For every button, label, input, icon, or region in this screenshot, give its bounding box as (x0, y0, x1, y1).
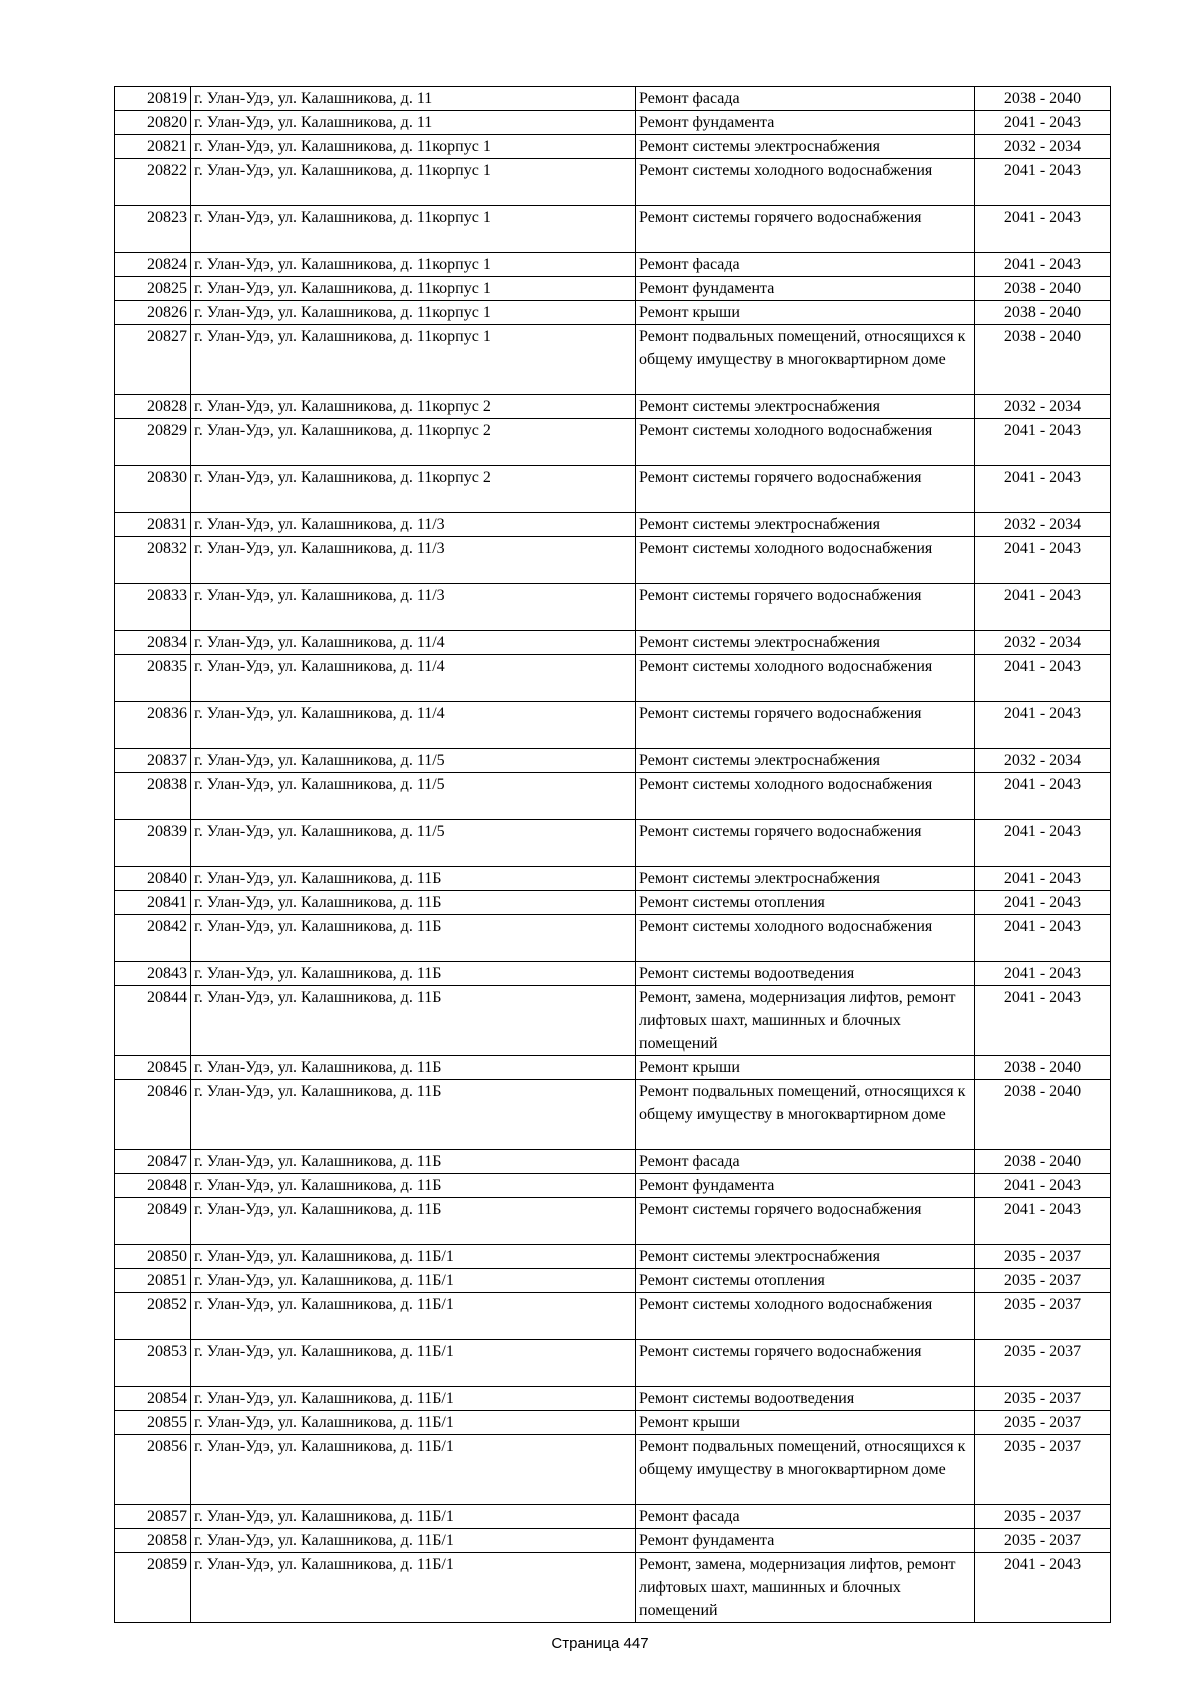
address-cell: г. Улан-Удэ, ул. Калашникова, д. 11Б (191, 1080, 636, 1150)
table-row (115, 253, 1111, 277)
address-cell: г. Улан-Удэ, ул. Калашникова, д. 11корпус 1 (191, 159, 636, 206)
page-number: Страница 447 (551, 1635, 649, 1652)
row-id-cell: 20835 (115, 655, 191, 702)
table-row (115, 1198, 1111, 1245)
address-cell: г. Улан-Удэ, ул. Калашникова, д. 11Б (191, 1056, 636, 1080)
address-cell: г. Улан-Удэ, ул. Калашникова, д. 11корпус 1 (191, 325, 636, 395)
address-cell: г. Улан-Удэ, ул. Калашникова, д. 11/3 (191, 584, 636, 631)
period-cell: 2041 - 2043 (975, 655, 1111, 702)
table-row (115, 891, 1111, 915)
row-id-cell: 20857 (115, 1505, 191, 1529)
table-row (115, 773, 1111, 820)
row-id-cell: 20819 (115, 87, 191, 111)
table-row (115, 1293, 1111, 1340)
table-row (115, 206, 1111, 253)
address-cell: г. Улан-Удэ, ул. Калашникова, д. 11/3 (191, 513, 636, 537)
table-row (115, 325, 1111, 395)
work-type-cell: Ремонт крыши (636, 1411, 975, 1435)
work-type-cell: Ремонт системы холодного водоснабжения (636, 655, 975, 702)
work-type-cell: Ремонт системы горячего водоснабжения (636, 1340, 975, 1387)
table-row (115, 1505, 1111, 1529)
table-row (115, 1411, 1111, 1435)
work-type-cell: Ремонт системы горячего водоснабжения (636, 1198, 975, 1245)
row-id-cell: 20831 (115, 513, 191, 537)
table-row (115, 631, 1111, 655)
address-cell: г. Улан-Удэ, ул. Калашникова, д. 11Б (191, 962, 636, 986)
table-row (115, 1387, 1111, 1411)
table-row (115, 1435, 1111, 1505)
period-cell: 2041 - 2043 (975, 986, 1111, 1056)
row-id-cell: 20832 (115, 537, 191, 584)
period-cell: 2035 - 2037 (975, 1505, 1111, 1529)
table-row (115, 419, 1111, 466)
work-type-cell: Ремонт системы горячего водоснабжения (636, 206, 975, 253)
row-id-cell: 20834 (115, 631, 191, 655)
row-id-cell: 20830 (115, 466, 191, 513)
row-id-cell: 20837 (115, 749, 191, 773)
row-id-cell: 20822 (115, 159, 191, 206)
work-type-cell: Ремонт фундамента (636, 111, 975, 135)
address-cell: г. Улан-Удэ, ул. Калашникова, д. 11/5 (191, 773, 636, 820)
work-type-cell: Ремонт системы электроснабжения (636, 513, 975, 537)
row-id-cell: 20845 (115, 1056, 191, 1080)
address-cell: г. Улан-Удэ, ул. Калашникова, д. 11корпус 2 (191, 466, 636, 513)
address-cell: г. Улан-Удэ, ул. Калашникова, д. 11Б/1 (191, 1387, 636, 1411)
address-cell: г. Улан-Удэ, ул. Калашникова, д. 11Б/1 (191, 1553, 636, 1623)
period-cell: 2038 - 2040 (975, 277, 1111, 301)
row-id-cell: 20827 (115, 325, 191, 395)
work-type-cell: Ремонт подвальных помещений, относящихся к общему имуществу в многоквартирном доме (636, 325, 975, 395)
period-cell: 2041 - 2043 (975, 962, 1111, 986)
row-id-cell: 20846 (115, 1080, 191, 1150)
work-type-cell: Ремонт фундамента (636, 1529, 975, 1553)
row-id-cell: 20850 (115, 1245, 191, 1269)
period-cell: 2035 - 2037 (975, 1293, 1111, 1340)
row-id-cell: 20856 (115, 1435, 191, 1505)
period-cell: 2038 - 2040 (975, 325, 1111, 395)
work-type-cell: Ремонт системы водоотведения (636, 962, 975, 986)
table-row (115, 1174, 1111, 1198)
period-cell: 2041 - 2043 (975, 702, 1111, 749)
work-type-cell: Ремонт системы холодного водоснабжения (636, 159, 975, 206)
row-id-cell: 20851 (115, 1269, 191, 1293)
table-row (115, 915, 1111, 962)
address-cell: г. Улан-Удэ, ул. Калашникова, д. 11корпус 2 (191, 395, 636, 419)
table-row (115, 749, 1111, 773)
table-row (115, 395, 1111, 419)
work-type-cell: Ремонт фундамента (636, 1174, 975, 1198)
address-cell: г. Улан-Удэ, ул. Калашникова, д. 11Б/1 (191, 1505, 636, 1529)
period-cell: 2041 - 2043 (975, 584, 1111, 631)
address-cell: г. Улан-Удэ, ул. Калашникова, д. 11корпус 1 (191, 135, 636, 159)
period-cell: 2041 - 2043 (975, 1198, 1111, 1245)
row-id-cell: 20836 (115, 702, 191, 749)
table-row (115, 537, 1111, 584)
table-row (115, 867, 1111, 891)
row-id-cell: 20847 (115, 1150, 191, 1174)
row-id-cell: 20821 (115, 135, 191, 159)
row-id-cell: 20838 (115, 773, 191, 820)
address-cell: г. Улан-Удэ, ул. Калашникова, д. 11/4 (191, 655, 636, 702)
table-row (115, 820, 1111, 867)
work-type-cell: Ремонт подвальных помещений, относящихся к общему имуществу в многоквартирном доме (636, 1435, 975, 1505)
work-type-cell: Ремонт системы холодного водоснабжения (636, 537, 975, 584)
address-cell: г. Улан-Удэ, ул. Калашникова, д. 11корпус 2 (191, 419, 636, 466)
period-cell: 2035 - 2037 (975, 1269, 1111, 1293)
table-row (115, 962, 1111, 986)
table-row (115, 513, 1111, 537)
address-cell: г. Улан-Удэ, ул. Калашникова, д. 11Б (191, 1198, 636, 1245)
period-cell: 2041 - 2043 (975, 537, 1111, 584)
period-cell: 2041 - 2043 (975, 466, 1111, 513)
work-type-cell: Ремонт системы холодного водоснабжения (636, 915, 975, 962)
row-id-cell: 20844 (115, 986, 191, 1056)
table-row (115, 655, 1111, 702)
address-cell: г. Улан-Удэ, ул. Калашникова, д. 11 (191, 87, 636, 111)
period-cell: 2041 - 2043 (975, 253, 1111, 277)
period-cell: 2032 - 2034 (975, 631, 1111, 655)
period-cell: 2035 - 2037 (975, 1387, 1111, 1411)
address-cell: г. Улан-Удэ, ул. Калашникова, д. 11Б/1 (191, 1411, 636, 1435)
row-id-cell: 20839 (115, 820, 191, 867)
table-row (115, 986, 1111, 1056)
work-type-cell: Ремонт подвальных помещений, относящихся к общему имуществу в многоквартирном доме (636, 1080, 975, 1150)
period-cell: 2035 - 2037 (975, 1529, 1111, 1553)
row-id-cell: 20849 (115, 1198, 191, 1245)
work-type-cell: Ремонт фасада (636, 1150, 975, 1174)
address-cell: г. Улан-Удэ, ул. Калашникова, д. 11Б (191, 915, 636, 962)
period-cell: 2032 - 2034 (975, 749, 1111, 773)
table-row (115, 466, 1111, 513)
work-type-cell: Ремонт системы отопления (636, 1269, 975, 1293)
table-row (115, 301, 1111, 325)
period-cell: 2041 - 2043 (975, 159, 1111, 206)
table-row (115, 1553, 1111, 1623)
period-cell: 2041 - 2043 (975, 820, 1111, 867)
address-cell: г. Улан-Удэ, ул. Калашникова, д. 11/5 (191, 820, 636, 867)
work-type-cell: Ремонт крыши (636, 1056, 975, 1080)
work-type-cell: Ремонт фасада (636, 87, 975, 111)
table-row (115, 277, 1111, 301)
row-id-cell: 20826 (115, 301, 191, 325)
address-cell: г. Улан-Удэ, ул. Калашникова, д. 11корпус 1 (191, 277, 636, 301)
row-id-cell: 20841 (115, 891, 191, 915)
work-type-cell: Ремонт системы водоотведения (636, 1387, 975, 1411)
work-type-cell: Ремонт фасада (636, 1505, 975, 1529)
row-id-cell: 20825 (115, 277, 191, 301)
work-type-cell: Ремонт системы электроснабжения (636, 867, 975, 891)
period-cell: 2032 - 2034 (975, 513, 1111, 537)
row-id-cell: 20853 (115, 1340, 191, 1387)
address-cell: г. Улан-Удэ, ул. Калашникова, д. 11Б/1 (191, 1340, 636, 1387)
period-cell: 2041 - 2043 (975, 419, 1111, 466)
address-cell: г. Улан-Удэ, ул. Калашникова, д. 11Б (191, 1174, 636, 1198)
table-body (115, 87, 1111, 1623)
table-row (115, 1340, 1111, 1387)
table-row (115, 1529, 1111, 1553)
work-type-cell: Ремонт системы горячего водоснабжения (636, 584, 975, 631)
period-cell: 2035 - 2037 (975, 1245, 1111, 1269)
period-cell: 2041 - 2043 (975, 867, 1111, 891)
work-type-cell: Ремонт, замена, модернизация лифтов, ремонт лифтовых шахт, машинных и блочных помещений (636, 986, 975, 1056)
address-cell: г. Улан-Удэ, ул. Калашникова, д. 11 (191, 111, 636, 135)
period-cell: 2035 - 2037 (975, 1411, 1111, 1435)
address-cell: г. Улан-Удэ, ул. Калашникова, д. 11Б/1 (191, 1269, 636, 1293)
row-id-cell: 20829 (115, 419, 191, 466)
row-id-cell: 20824 (115, 253, 191, 277)
table-row (115, 135, 1111, 159)
row-id-cell: 20843 (115, 962, 191, 986)
period-cell: 2041 - 2043 (975, 773, 1111, 820)
address-cell: г. Улан-Удэ, ул. Калашникова, д. 11/4 (191, 702, 636, 749)
row-id-cell: 20820 (115, 111, 191, 135)
period-cell: 2038 - 2040 (975, 87, 1111, 111)
table-row (115, 1056, 1111, 1080)
period-cell: 2035 - 2037 (975, 1340, 1111, 1387)
work-type-cell: Ремонт системы отопления (636, 891, 975, 915)
row-id-cell: 20858 (115, 1529, 191, 1553)
work-type-cell: Ремонт фундамента (636, 277, 975, 301)
document-sheet (114, 86, 1111, 1623)
table-row (115, 87, 1111, 111)
row-id-cell: 20852 (115, 1293, 191, 1340)
work-type-cell: Ремонт системы электроснабжения (636, 749, 975, 773)
work-type-cell: Ремонт системы электроснабжения (636, 1245, 975, 1269)
table-row (115, 1080, 1111, 1150)
address-cell: г. Улан-Удэ, ул. Калашникова, д. 11/3 (191, 537, 636, 584)
address-cell: г. Улан-Удэ, ул. Калашникова, д. 11/5 (191, 749, 636, 773)
work-type-cell: Ремонт системы горячего водоснабжения (636, 820, 975, 867)
work-type-cell: Ремонт системы электроснабжения (636, 631, 975, 655)
row-id-cell: 20828 (115, 395, 191, 419)
period-cell: 2032 - 2034 (975, 135, 1111, 159)
address-cell: г. Улан-Удэ, ул. Калашникова, д. 11Б/1 (191, 1435, 636, 1505)
row-id-cell: 20855 (115, 1411, 191, 1435)
row-id-cell: 20823 (115, 206, 191, 253)
repair-schedule-table (114, 86, 1111, 1623)
period-cell: 2038 - 2040 (975, 301, 1111, 325)
work-type-cell: Ремонт фасада (636, 253, 975, 277)
period-cell: 2041 - 2043 (975, 1174, 1111, 1198)
row-id-cell: 20854 (115, 1387, 191, 1411)
period-cell: 2038 - 2040 (975, 1080, 1111, 1150)
address-cell: г. Улан-Удэ, ул. Калашникова, д. 11Б/1 (191, 1293, 636, 1340)
address-cell: г. Улан-Удэ, ул. Калашникова, д. 11Б (191, 1150, 636, 1174)
work-type-cell: Ремонт системы холодного водоснабжения (636, 1293, 975, 1340)
table-row (115, 1245, 1111, 1269)
work-type-cell: Ремонт системы горячего водоснабжения (636, 702, 975, 749)
period-cell: 2041 - 2043 (975, 111, 1111, 135)
table-row (115, 1269, 1111, 1293)
period-cell: 2041 - 2043 (975, 1553, 1111, 1623)
address-cell: г. Улан-Удэ, ул. Калашникова, д. 11/4 (191, 631, 636, 655)
address-cell: г. Улан-Удэ, ул. Калашникова, д. 11Б (191, 867, 636, 891)
period-cell: 2041 - 2043 (975, 206, 1111, 253)
address-cell: г. Улан-Удэ, ул. Калашникова, д. 11Б (191, 891, 636, 915)
row-id-cell: 20848 (115, 1174, 191, 1198)
row-id-cell: 20859 (115, 1553, 191, 1623)
table-row (115, 1150, 1111, 1174)
work-type-cell: Ремонт системы холодного водоснабжения (636, 773, 975, 820)
address-cell: г. Улан-Удэ, ул. Калашникова, д. 11корпус 1 (191, 206, 636, 253)
work-type-cell: Ремонт системы холодного водоснабжения (636, 419, 975, 466)
work-type-cell: Ремонт крыши (636, 301, 975, 325)
row-id-cell: 20840 (115, 867, 191, 891)
period-cell: 2035 - 2037 (975, 1435, 1111, 1505)
table-row (115, 111, 1111, 135)
address-cell: г. Улан-Удэ, ул. Калашникова, д. 11Б/1 (191, 1529, 636, 1553)
period-cell: 2041 - 2043 (975, 891, 1111, 915)
period-cell: 2041 - 2043 (975, 915, 1111, 962)
address-cell: г. Улан-Удэ, ул. Калашникова, д. 11корпус 1 (191, 301, 636, 325)
table-row (115, 159, 1111, 206)
work-type-cell: Ремонт системы электроснабжения (636, 135, 975, 159)
address-cell: г. Улан-Удэ, ул. Калашникова, д. 11корпус 1 (191, 253, 636, 277)
period-cell: 2038 - 2040 (975, 1150, 1111, 1174)
table-row (115, 702, 1111, 749)
work-type-cell: Ремонт системы горячего водоснабжения (636, 466, 975, 513)
row-id-cell: 20833 (115, 584, 191, 631)
work-type-cell: Ремонт системы электроснабжения (636, 395, 975, 419)
table-row (115, 584, 1111, 631)
address-cell: г. Улан-Удэ, ул. Калашникова, д. 11Б/1 (191, 1245, 636, 1269)
period-cell: 2032 - 2034 (975, 395, 1111, 419)
period-cell: 2038 - 2040 (975, 1056, 1111, 1080)
address-cell: г. Улан-Удэ, ул. Калашникова, д. 11Б (191, 986, 636, 1056)
row-id-cell: 20842 (115, 915, 191, 962)
work-type-cell: Ремонт, замена, модернизация лифтов, ремонт лифтовых шахт, машинных и блочных помещений (636, 1553, 975, 1623)
